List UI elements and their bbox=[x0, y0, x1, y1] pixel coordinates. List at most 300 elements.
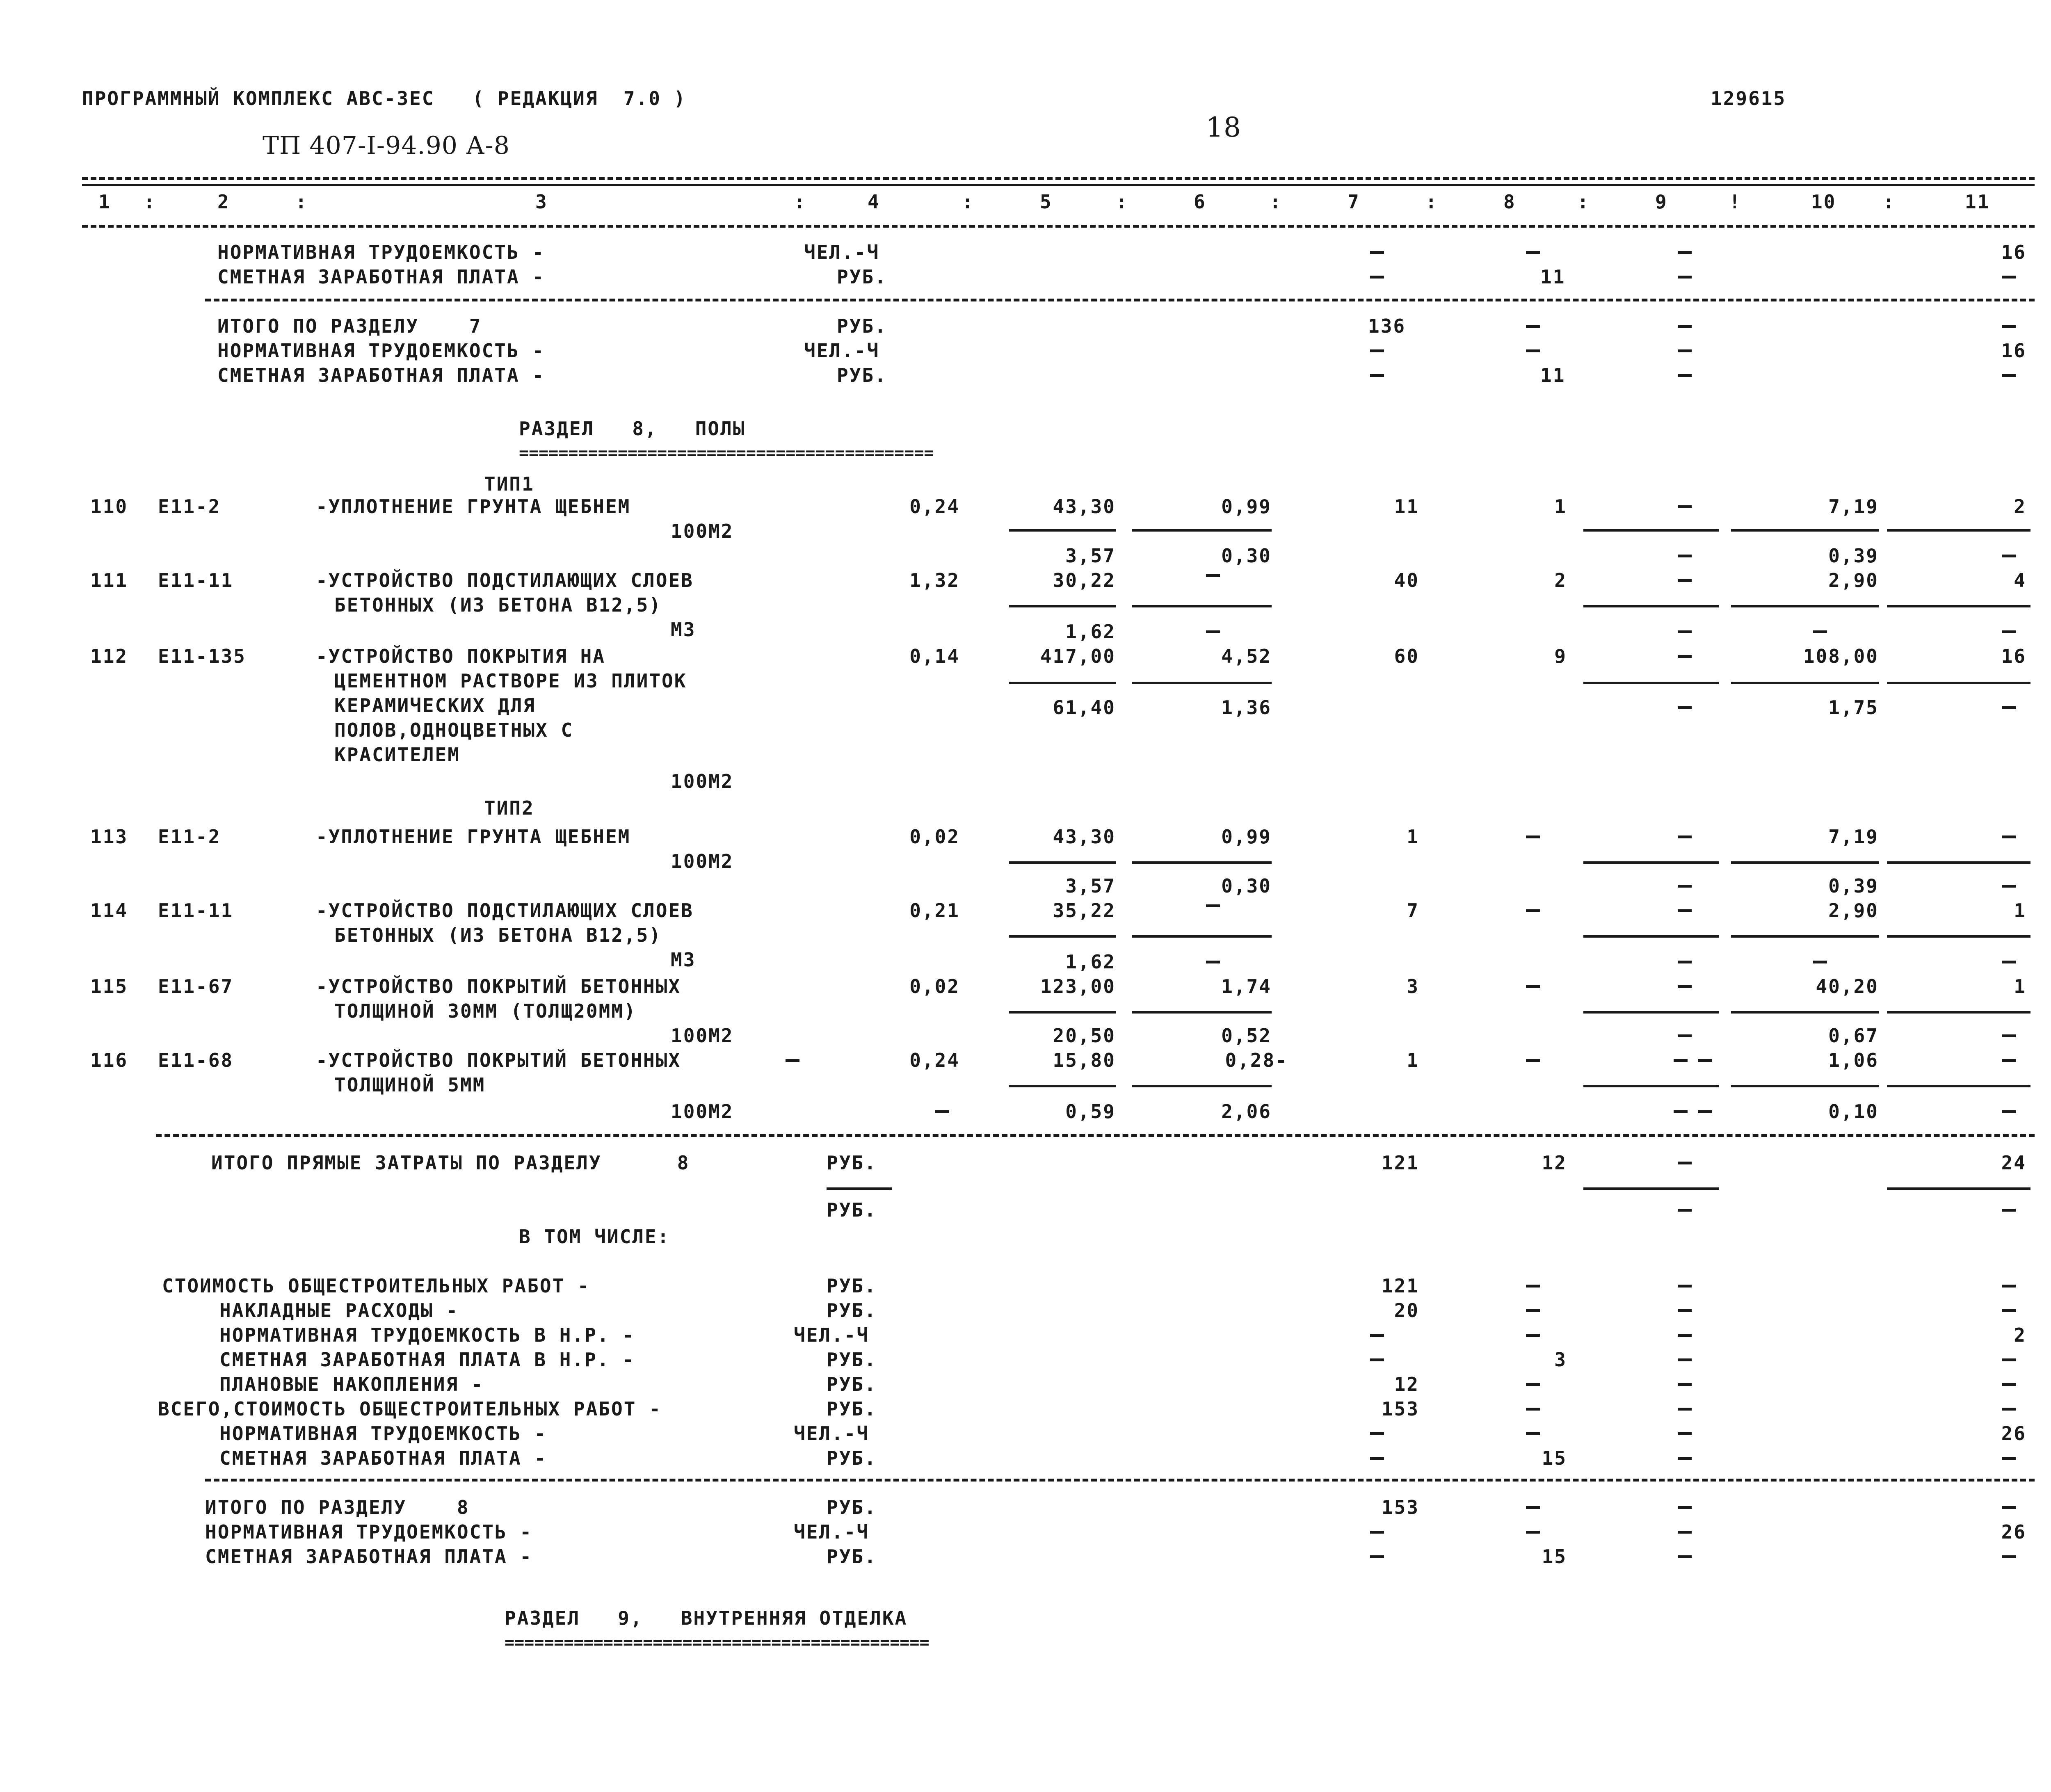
breakdown-unit: РУБ. bbox=[827, 1349, 877, 1371]
breakdown-label: ПЛАНОВЫЕ НАКОПЛЕНИЯ - bbox=[219, 1373, 484, 1395]
underline bbox=[1583, 1085, 1719, 1087]
underline bbox=[1731, 935, 1879, 938]
dash bbox=[1526, 836, 1540, 838]
total-unit: РУБ. bbox=[827, 1496, 877, 1518]
direct-costs-unit: РУБ. bbox=[827, 1152, 877, 1174]
item-c11: 4 bbox=[2014, 569, 2026, 591]
s7-total-wage-unit: РУБ. bbox=[837, 364, 887, 386]
s7-total-labor-unit: ЧЕЛ.-Ч bbox=[804, 340, 880, 362]
dash bbox=[1678, 885, 1692, 888]
item-c6: 0,99 bbox=[1221, 826, 1272, 848]
dash bbox=[2002, 1110, 2016, 1113]
item-c6b: 1,36 bbox=[1221, 696, 1272, 719]
dash bbox=[1526, 1383, 1540, 1386]
breakdown-c7: 20 bbox=[1394, 1299, 1419, 1322]
total-label: СМЕТНАЯ ЗАРАБОТНАЯ ПЛАТА - bbox=[205, 1545, 533, 1568]
col-header-6: 6 bbox=[1194, 191, 1206, 213]
underline bbox=[1009, 1085, 1116, 1087]
breakdown-unit: РУБ. bbox=[827, 1447, 877, 1469]
dash bbox=[2002, 1309, 2016, 1312]
breakdown-c7: 121 bbox=[1381, 1275, 1419, 1297]
dash bbox=[1526, 1059, 1540, 1062]
item-c7: 1 bbox=[1407, 1049, 1419, 1071]
item-c10: 2,90 bbox=[1828, 569, 1879, 591]
dash bbox=[1678, 1457, 1692, 1460]
header-rule-top-2 bbox=[82, 184, 2035, 186]
item-num: 113 bbox=[90, 826, 128, 848]
s7-total-rule bbox=[205, 299, 2035, 301]
item-qty: 0,21 bbox=[909, 899, 960, 922]
breakdown-unit: РУБ. bbox=[827, 1275, 877, 1297]
dash bbox=[1526, 1408, 1540, 1411]
item-c10: 1,06 bbox=[1828, 1049, 1879, 1071]
breakdown-label: СМЕТНАЯ ЗАРАБОТНАЯ ПЛАТА - bbox=[219, 1447, 547, 1469]
section-8-title: РАЗДЕЛ 8, ПОЛЫ bbox=[519, 418, 746, 440]
dash bbox=[1526, 251, 1540, 254]
dash bbox=[1206, 630, 1220, 633]
dash bbox=[1678, 325, 1692, 328]
dash bbox=[1370, 1531, 1384, 1534]
underline bbox=[1583, 529, 1719, 532]
dash bbox=[1526, 1531, 1540, 1534]
item-unit: 100М2 bbox=[671, 770, 734, 792]
s7-total-wage-label: СМЕТНАЯ ЗАРАБОТНАЯ ПЛАТА - bbox=[217, 364, 545, 386]
item-c10: 40,20 bbox=[1816, 975, 1879, 998]
underline bbox=[1132, 605, 1272, 607]
dash bbox=[1678, 1358, 1692, 1361]
item-unit: 100М2 bbox=[671, 520, 734, 542]
col-header-8: 8 bbox=[1503, 191, 1516, 213]
underline bbox=[1731, 861, 1879, 864]
s7-labor-label: НОРМАТИВНАЯ ТРУДОЕМКОСТЬ - bbox=[217, 241, 545, 263]
underline bbox=[1887, 1187, 2030, 1190]
col-sep: : bbox=[295, 191, 308, 213]
s7-total-labor-c11: 16 bbox=[2001, 340, 2026, 362]
section-total-rule bbox=[205, 1479, 2035, 1482]
underline bbox=[1887, 861, 2030, 864]
breakdown-label: НАКЛАДНЫЕ РАСХОДЫ - bbox=[219, 1299, 459, 1322]
dash bbox=[1678, 1531, 1692, 1534]
direct-costs-c8: 12 bbox=[1542, 1152, 1567, 1174]
breakdown-c7: 153 bbox=[1381, 1398, 1419, 1420]
dash bbox=[1678, 630, 1692, 633]
dash bbox=[2002, 374, 2016, 377]
item-c6: 0,99 bbox=[1221, 495, 1272, 518]
underline bbox=[1132, 1011, 1272, 1014]
underline bbox=[1583, 861, 1719, 864]
dash bbox=[2002, 1059, 2016, 1062]
dash bbox=[1678, 276, 1692, 279]
dash bbox=[1206, 961, 1220, 963]
item-c5: 43,30 bbox=[1053, 495, 1116, 518]
underline bbox=[1583, 1187, 1719, 1190]
underline bbox=[1583, 1011, 1719, 1014]
item-c11: 1 bbox=[2014, 899, 2026, 922]
item-code: Е11-2 bbox=[158, 826, 221, 848]
dash bbox=[2002, 325, 2016, 328]
underline bbox=[1887, 605, 2030, 607]
item-qty: 0,24 bbox=[909, 495, 960, 518]
underline bbox=[1009, 529, 1116, 532]
dash bbox=[1370, 1457, 1384, 1460]
dash bbox=[1678, 909, 1692, 912]
dash bbox=[1526, 349, 1540, 352]
dash bbox=[2002, 1408, 2016, 1411]
s7-wage-unit: РУБ. bbox=[837, 266, 887, 288]
dash bbox=[935, 1110, 949, 1113]
underline bbox=[1132, 682, 1272, 684]
dash bbox=[2002, 706, 2016, 709]
breakdown-label: СТОИМОСТЬ ОБЩЕСТРОИТЕЛЬНЫХ РАБОТ - bbox=[162, 1275, 590, 1297]
item-desc: ТОЛЩИНОЙ 30ММ (ТОЛЩ20ММ) bbox=[334, 1000, 637, 1022]
underline bbox=[827, 1187, 892, 1190]
item-c10: 7,19 bbox=[1828, 495, 1879, 518]
item-qty: 0,02 bbox=[909, 826, 960, 848]
s7-labor-c11: 16 bbox=[2001, 241, 2026, 263]
underline bbox=[1887, 1085, 2030, 1087]
item-c8: 1 bbox=[1554, 495, 1567, 518]
item-desc: -УСТРОЙСТВО ПОКРЫТИЯ НА bbox=[316, 645, 605, 667]
item-c6b: 0,30 bbox=[1221, 875, 1272, 897]
dash bbox=[1678, 1162, 1692, 1164]
dash bbox=[2002, 1209, 2016, 1212]
dash bbox=[1678, 251, 1692, 254]
item-c7: 7 bbox=[1407, 899, 1419, 922]
col-header-7: 7 bbox=[1348, 191, 1360, 213]
col-header-11: 11 bbox=[1965, 191, 1990, 213]
dash bbox=[1678, 706, 1692, 709]
total-label: ИТОГО ПО РАЗДЕЛУ 8 bbox=[205, 1496, 470, 1518]
item-c8: 9 bbox=[1554, 645, 1567, 667]
item-num: 112 bbox=[90, 645, 128, 667]
dash bbox=[1678, 1432, 1692, 1435]
direct-costs-label: ИТОГО ПРЯМЫЕ ЗАТРАТЫ ПО РАЗДЕЛУ 8 bbox=[211, 1152, 690, 1174]
dash bbox=[2002, 1506, 2016, 1509]
dash bbox=[2002, 1285, 2016, 1288]
dash bbox=[1678, 655, 1692, 658]
dash bbox=[1206, 574, 1220, 577]
item-c6: 0,28- bbox=[1225, 1049, 1288, 1071]
total-c8: 15 bbox=[1542, 1545, 1567, 1568]
item-c10: 7,19 bbox=[1828, 826, 1879, 848]
item-desc: ПОЛОВ,ОДНОЦВЕТНЫХ С bbox=[334, 719, 574, 741]
dash bbox=[1526, 1506, 1540, 1509]
item-c8: 2 bbox=[1554, 569, 1567, 591]
s7-total-wage-c8: 11 bbox=[1540, 364, 1566, 386]
total-c11: 26 bbox=[2001, 1521, 2026, 1543]
underline bbox=[1887, 682, 2030, 684]
underline bbox=[1009, 605, 1116, 607]
item-code: Е11-11 bbox=[158, 569, 234, 591]
dash bbox=[1526, 1334, 1540, 1337]
dash bbox=[1370, 1555, 1384, 1558]
dash bbox=[2002, 630, 2016, 633]
item-c10b: 0,67 bbox=[1828, 1025, 1879, 1047]
direct-costs-c11: 24 bbox=[2001, 1152, 2026, 1174]
item-c6b: 0,52 bbox=[1221, 1025, 1272, 1047]
dash bbox=[2002, 1034, 2016, 1037]
item-num: 115 bbox=[90, 975, 128, 998]
item-code: Е11-135 bbox=[158, 645, 246, 667]
dash bbox=[1370, 1334, 1384, 1337]
dash bbox=[1674, 1059, 1688, 1062]
underline bbox=[1583, 682, 1719, 684]
dash bbox=[1674, 1110, 1688, 1113]
dash bbox=[1678, 836, 1692, 838]
dash bbox=[2002, 276, 2016, 279]
dash bbox=[2002, 1555, 2016, 1558]
item-code: Е11-68 bbox=[158, 1049, 234, 1071]
type2-label: ТИП2 bbox=[484, 797, 534, 819]
item-desc: ЦЕМЕНТНОМ РАСТВОРЕ ИЗ ПЛИТОК bbox=[334, 670, 687, 692]
dash bbox=[1370, 1432, 1384, 1435]
dash bbox=[1370, 276, 1384, 279]
underline bbox=[1009, 1011, 1116, 1014]
dash bbox=[1813, 630, 1827, 633]
col-header-9: 9 bbox=[1655, 191, 1668, 213]
col-header-5: 5 bbox=[1040, 191, 1053, 213]
breakdown-unit: ЧЕЛ.-Ч bbox=[794, 1324, 870, 1346]
dash bbox=[2002, 1358, 2016, 1361]
underline bbox=[1132, 1085, 1272, 1087]
item-code: Е11-11 bbox=[158, 899, 234, 922]
col-header-1: 1 bbox=[98, 191, 111, 213]
s7-wage-label: СМЕТНАЯ ЗАРАБОТНАЯ ПЛАТА - bbox=[217, 266, 545, 288]
item-desc: -УПЛОТНЕНИЕ ГРУНТА ЩЕБНЕМ bbox=[316, 826, 631, 848]
item-desc: КЕРАМИЧЕСКИХ ДЛЯ bbox=[334, 694, 536, 717]
dash bbox=[2002, 836, 2016, 838]
dash bbox=[1813, 961, 1827, 963]
item-c5b: 3,57 bbox=[1065, 875, 1116, 897]
dash bbox=[1370, 349, 1384, 352]
breakdown-unit: ЧЕЛ.-Ч bbox=[794, 1422, 870, 1445]
item-c10b: 0,10 bbox=[1828, 1100, 1879, 1123]
underline bbox=[1731, 1085, 1879, 1087]
underline bbox=[1887, 935, 2030, 938]
dash bbox=[1678, 1285, 1692, 1288]
dash bbox=[1526, 909, 1540, 912]
item-desc: -УПЛОТНЕНИЕ ГРУНТА ЩЕБНЕМ bbox=[316, 495, 631, 518]
underline bbox=[1132, 529, 1272, 532]
item-c10b: 1,75 bbox=[1828, 696, 1879, 719]
item-c5b: 20,50 bbox=[1053, 1025, 1116, 1047]
dash bbox=[2002, 1457, 2016, 1460]
total-c7: 153 bbox=[1381, 1496, 1419, 1518]
dash bbox=[1698, 1110, 1712, 1113]
s7-labor-unit: ЧЕЛ.-Ч bbox=[804, 241, 880, 263]
item-c6: 4,52 bbox=[1221, 645, 1272, 667]
total-unit: РУБ. bbox=[827, 1545, 877, 1568]
item-num: 110 bbox=[90, 495, 128, 518]
dash bbox=[1206, 904, 1220, 907]
col-header-3: 3 bbox=[535, 191, 548, 213]
item-code: Е11-67 bbox=[158, 975, 234, 998]
breakdown-c8: 3 bbox=[1554, 1349, 1567, 1371]
breakdown-c7: 12 bbox=[1394, 1373, 1419, 1395]
dash bbox=[1526, 985, 1540, 988]
item-qty: 1,32 bbox=[909, 569, 960, 591]
breakdown-label: СМЕТНАЯ ЗАРАБОТНАЯ ПЛАТА В Н.Р. - bbox=[219, 1349, 635, 1371]
item-c5: 417,00 bbox=[1040, 645, 1116, 667]
section-9-title: РАЗДЕЛ 9, ВНУТРЕННЯЯ ОТДЕЛКА bbox=[505, 1607, 908, 1629]
dash bbox=[1526, 325, 1540, 328]
header-rule-bottom bbox=[82, 225, 2035, 228]
item-desc: -УСТРОЙСТВО ПОДСТИЛАЮЩИХ СЛОЕВ bbox=[316, 899, 694, 922]
col-sep: : bbox=[1577, 191, 1590, 213]
col-sep: : bbox=[1425, 191, 1438, 213]
dash bbox=[2002, 555, 2016, 557]
item-c11: 2 bbox=[2014, 495, 2026, 518]
doc-code: ТП 407-I-94.90 А-8 bbox=[263, 131, 510, 160]
item-qty: 0,14 bbox=[909, 645, 960, 667]
item-desc: -УСТРОЙСТВО ПОКРЫТИЙ БЕТОННЫХ bbox=[316, 975, 681, 998]
underline bbox=[1583, 605, 1719, 607]
item-desc: БЕТОННЫХ (ИЗ БЕТОНА В12,5) bbox=[334, 924, 662, 946]
item-c11: 16 bbox=[2001, 645, 2026, 667]
item-c10: 108,00 bbox=[1803, 645, 1879, 667]
s7-wage-c8: 11 bbox=[1540, 266, 1566, 288]
breakdown-label: ВСЕГО,СТОИМОСТЬ ОБЩЕСТРОИТЕЛЬНЫХ РАБОТ - bbox=[158, 1398, 662, 1420]
item-desc: -УСТРОЙСТВО ПОДСТИЛАЮЩИХ СЛОЕВ bbox=[316, 569, 694, 591]
underline bbox=[1009, 935, 1116, 938]
page-number: 18 bbox=[1206, 112, 1241, 143]
dash bbox=[1678, 1408, 1692, 1411]
dash bbox=[1370, 1358, 1384, 1361]
item-desc: -УСТРОЙСТВО ПОКРЫТИЙ БЕТОННЫХ bbox=[316, 1049, 681, 1071]
breakdown-c11: 2 bbox=[2014, 1324, 2026, 1346]
dash bbox=[786, 1059, 799, 1062]
dash bbox=[2002, 885, 2016, 888]
dash bbox=[1678, 555, 1692, 557]
dash bbox=[1678, 374, 1692, 377]
underline bbox=[1731, 682, 1879, 684]
item-code: Е11-2 bbox=[158, 495, 221, 518]
dash bbox=[1678, 1209, 1692, 1212]
breakdown-unit: РУБ. bbox=[827, 1398, 877, 1420]
item-c10b: 0,39 bbox=[1828, 545, 1879, 567]
col-header-2: 2 bbox=[217, 191, 230, 213]
item-c10: 2,90 bbox=[1828, 899, 1879, 922]
item-c5b: 1,62 bbox=[1065, 621, 1116, 643]
item-desc: ТОЛЩИНОЙ 5ММ bbox=[334, 1074, 486, 1096]
dash bbox=[1678, 1555, 1692, 1558]
underline bbox=[1009, 682, 1116, 684]
underline bbox=[1887, 1011, 2030, 1014]
type1-label: ТИП1 bbox=[484, 473, 534, 495]
item-c6b: 0,30 bbox=[1221, 545, 1272, 567]
breakdown-unit: РУБ. bbox=[827, 1299, 877, 1322]
dash bbox=[1678, 349, 1692, 352]
col-sep: : bbox=[1270, 191, 1282, 213]
col-sep: : bbox=[962, 191, 975, 213]
item-num: 116 bbox=[90, 1049, 128, 1071]
underline bbox=[1132, 861, 1272, 864]
doc-number: 129615 bbox=[1711, 87, 1786, 110]
dash bbox=[1678, 961, 1692, 963]
dash bbox=[1678, 1383, 1692, 1386]
item-num: 111 bbox=[90, 569, 128, 591]
underline bbox=[1731, 529, 1879, 532]
item-c7: 60 bbox=[1394, 645, 1419, 667]
section-9-underline: =========================================== bbox=[505, 1633, 930, 1652]
dash bbox=[2002, 961, 2016, 963]
dash bbox=[1678, 1506, 1692, 1509]
dash bbox=[1678, 985, 1692, 988]
underline bbox=[1132, 935, 1272, 938]
item-c6b: 2,06 bbox=[1221, 1100, 1272, 1123]
program-title: ПРОГРАММНЫЙ КОМПЛЕКС АВС-3ЕС ( РЕДАКЦИЯ 7.0 ) bbox=[82, 87, 687, 110]
item-desc: КРАСИТЕЛЕМ bbox=[334, 744, 460, 766]
section-8-underline: ========================================== bbox=[519, 444, 934, 463]
underline bbox=[1583, 935, 1719, 938]
breakdown-c11: 26 bbox=[2001, 1422, 2026, 1445]
item-qty: 0,02 bbox=[909, 975, 960, 998]
total-label: НОРМАТИВНАЯ ТРУДОЕМКОСТЬ - bbox=[205, 1521, 533, 1543]
dash bbox=[1678, 505, 1692, 508]
including-label: В ТОМ ЧИСЛЕ: bbox=[519, 1226, 670, 1248]
item-c5: 123,00 bbox=[1040, 975, 1116, 998]
dash bbox=[1526, 1309, 1540, 1312]
total-unit: ЧЕЛ.-Ч bbox=[794, 1521, 870, 1543]
dash bbox=[1678, 579, 1692, 582]
col-sep: : bbox=[794, 191, 806, 213]
dash bbox=[1678, 1334, 1692, 1337]
s7-total-labor-label: НОРМАТИВНАЯ ТРУДОЕМКОСТЬ - bbox=[217, 340, 545, 362]
breakdown-c8: 15 bbox=[1542, 1447, 1567, 1469]
breakdown-unit: РУБ. bbox=[827, 1373, 877, 1395]
header-rule-top bbox=[82, 177, 2035, 180]
breakdown-label: НОРМАТИВНАЯ ТРУДОЕМКОСТЬ - bbox=[219, 1422, 547, 1445]
col-sep: : bbox=[1116, 191, 1128, 213]
dash bbox=[1370, 374, 1384, 377]
col-sep: : bbox=[1883, 191, 1896, 213]
item-c7: 11 bbox=[1394, 495, 1419, 518]
dash bbox=[1526, 1285, 1540, 1288]
item-c10b: 0,39 bbox=[1828, 875, 1879, 897]
item-c11: 1 bbox=[2014, 975, 2026, 998]
item-c5b: 1,62 bbox=[1065, 951, 1116, 973]
s7-total-unit: РУБ. bbox=[837, 315, 887, 337]
item-c5: 30,22 bbox=[1053, 569, 1116, 591]
item-unit: М3 bbox=[671, 619, 696, 641]
dash bbox=[1678, 1309, 1692, 1312]
col-sep: ! bbox=[1729, 191, 1742, 213]
item-unit: М3 bbox=[671, 949, 696, 971]
s7-total-c7: 136 bbox=[1368, 315, 1406, 337]
direct-costs-unit-2: РУБ. bbox=[827, 1199, 877, 1221]
dash bbox=[1678, 1034, 1692, 1037]
direct-costs-rule bbox=[156, 1134, 2035, 1137]
underline bbox=[1887, 529, 2030, 532]
item-c5: 43,30 bbox=[1053, 826, 1116, 848]
underline bbox=[1009, 861, 1116, 864]
item-c5b: 3,57 bbox=[1065, 545, 1116, 567]
dash bbox=[1370, 251, 1384, 254]
item-c6: 1,74 bbox=[1221, 975, 1272, 998]
item-c5: 35,22 bbox=[1053, 899, 1116, 922]
breakdown-label: НОРМАТИВНАЯ ТРУДОЕМКОСТЬ В Н.Р. - bbox=[219, 1324, 635, 1346]
col-header-10: 10 bbox=[1811, 191, 1836, 213]
item-c7: 40 bbox=[1394, 569, 1419, 591]
item-unit: 100М2 bbox=[671, 850, 734, 872]
item-desc: БЕТОННЫХ (ИЗ БЕТОНА В12,5) bbox=[334, 594, 662, 616]
s7-total-label: ИТОГО ПО РАЗДЕЛУ 7 bbox=[217, 315, 482, 337]
item-num: 114 bbox=[90, 899, 128, 922]
col-sep: : bbox=[144, 191, 156, 213]
col-header-4: 4 bbox=[868, 191, 880, 213]
underline bbox=[1731, 605, 1879, 607]
dash bbox=[2002, 1383, 2016, 1386]
